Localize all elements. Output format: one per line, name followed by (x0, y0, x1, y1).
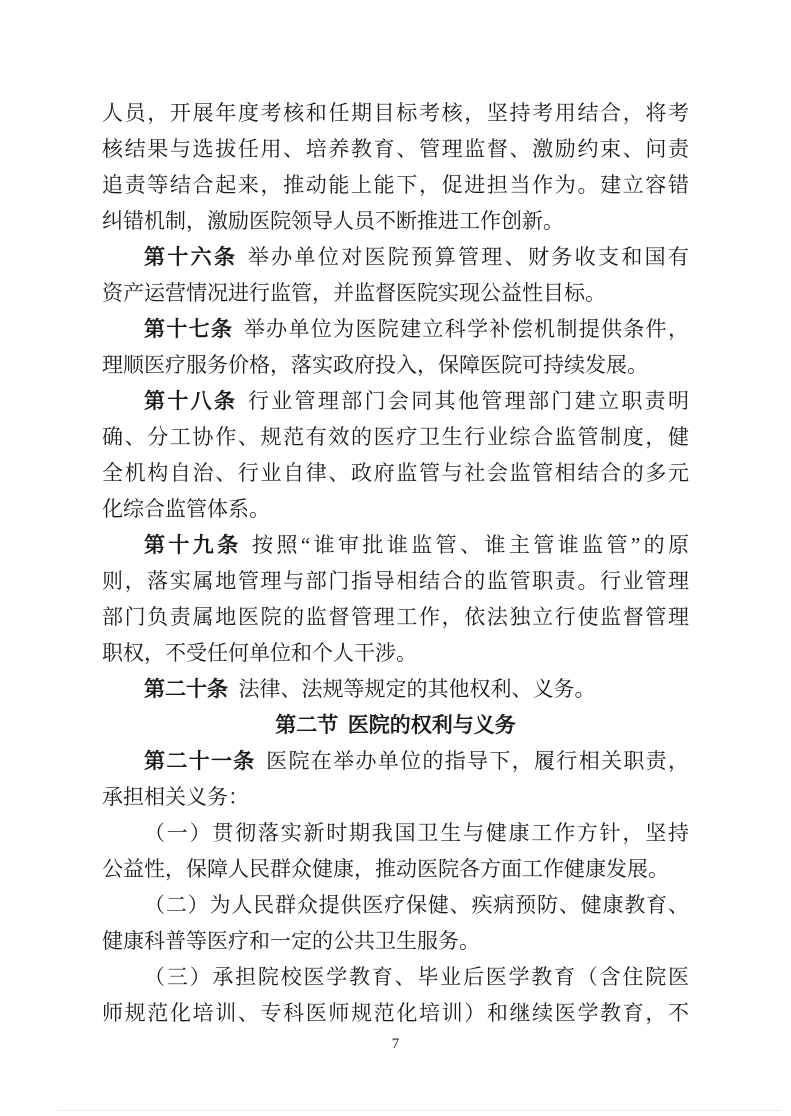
line-text: 追责等结合起来，推动能上能下，促进担当作为。建立容错 (102, 173, 689, 197)
article-number: 第十六条 (144, 245, 238, 269)
line-text: 健康科普等医疗和一定的公共卫生服务。 (102, 929, 480, 953)
section-heading (102, 707, 689, 743)
line-text: 资产运营情况进行监管，并监督医院实现公益性目标。 (102, 281, 606, 305)
document-line (102, 311, 689, 347)
line-text: 举办单位对医院预算管理、财务收支和国有 (247, 245, 690, 269)
article-number: 第二十条 (144, 677, 228, 701)
line-text: 法律、法规等规定的其他权利、义务。 (238, 677, 596, 701)
line-text: 按照“谁审批谁监管、谁主管谁监管”的原 (252, 533, 690, 557)
document-line (102, 383, 689, 419)
document-line (102, 959, 689, 995)
line-text: 人员，开展年度考核和任期目标考核，坚持考用结合，将考 (102, 101, 689, 125)
document-line (102, 779, 689, 815)
section-number: 第二节 (275, 713, 339, 737)
document-line (102, 923, 689, 959)
document-line (102, 167, 689, 203)
scan-artifact-line (58, 1110, 781, 1111)
document-line (102, 671, 689, 707)
document-line (102, 95, 689, 131)
line-text: 纠错机制，激励医院领导人员不断推进工作创新。 (102, 209, 564, 233)
line-text: （一）贯彻落实新时期我国卫生与健康工作方针，坚持 (144, 821, 689, 845)
line-text: 核结果与选拔任用、培养教育、管理监督、激励约束、问责 (102, 137, 689, 161)
section-title: 医院的权利与义务 (347, 713, 516, 737)
line-text: 全机构自治、行业自律、政府监管与社会监管相结合的多元 (102, 461, 689, 485)
document-line (102, 635, 689, 671)
document-line (102, 599, 689, 635)
document-line (102, 563, 689, 599)
document-body (102, 95, 689, 1031)
document-line (102, 995, 689, 1031)
document-line (102, 419, 689, 455)
document-line (102, 239, 689, 275)
line-text: 理顺医疗服务价格，落实政府投入，保障医院可持续发展。 (102, 353, 648, 377)
article-number: 第十九条 (144, 533, 242, 557)
line-text: 举办单位为医院建立科学补偿机制提供条件， (243, 317, 690, 341)
document-line (102, 275, 689, 311)
line-text: （二）为人民群众提供医疗保健、疾病预防、健康教育、 (144, 893, 689, 917)
line-text: 化综合监管体系。 (102, 497, 270, 521)
line-text: （三）承担院校医学教育、毕业后医学教育（含住院医 (144, 965, 689, 989)
document-line (102, 815, 689, 851)
line-text: 医院在举办单位的指导下，履行相关职责， (266, 749, 690, 773)
document-line (102, 743, 689, 779)
article-number: 第十七条 (144, 317, 234, 341)
article-number: 第二十一条 (144, 749, 256, 773)
line-text: 则，落实属地管理与部门指导相结合的监管职责。行业管理 (102, 569, 689, 593)
document-line (102, 491, 689, 527)
line-text: 部门负责属地医院的监督管理工作，依法独立行使监督管理 (102, 605, 689, 629)
document-line (102, 851, 689, 887)
line-text: 确、分工协作、规范有效的医疗卫生行业综合监管制度，健 (102, 425, 689, 449)
document-line (102, 347, 689, 383)
line-text: 公益性，保障人民群众健康，推动医院各方面工作健康发展。 (102, 857, 669, 881)
line-text: 师规范化培训、专科医师规范化培训）和继续医学教育，不 (102, 1001, 689, 1025)
document-line (102, 131, 689, 167)
line-text: 承担相关义务： (102, 785, 249, 809)
document-line (102, 203, 689, 239)
document-line (102, 527, 689, 563)
line-text: 行业管理部门会同其他管理部门建立职责明 (247, 389, 690, 413)
document-line (102, 455, 689, 491)
line-text: 职权，不受任何单位和个人干涉。 (102, 641, 417, 665)
page-number: 7 (391, 1036, 400, 1052)
document-line (102, 887, 689, 923)
article-number: 第十八条 (144, 389, 238, 413)
